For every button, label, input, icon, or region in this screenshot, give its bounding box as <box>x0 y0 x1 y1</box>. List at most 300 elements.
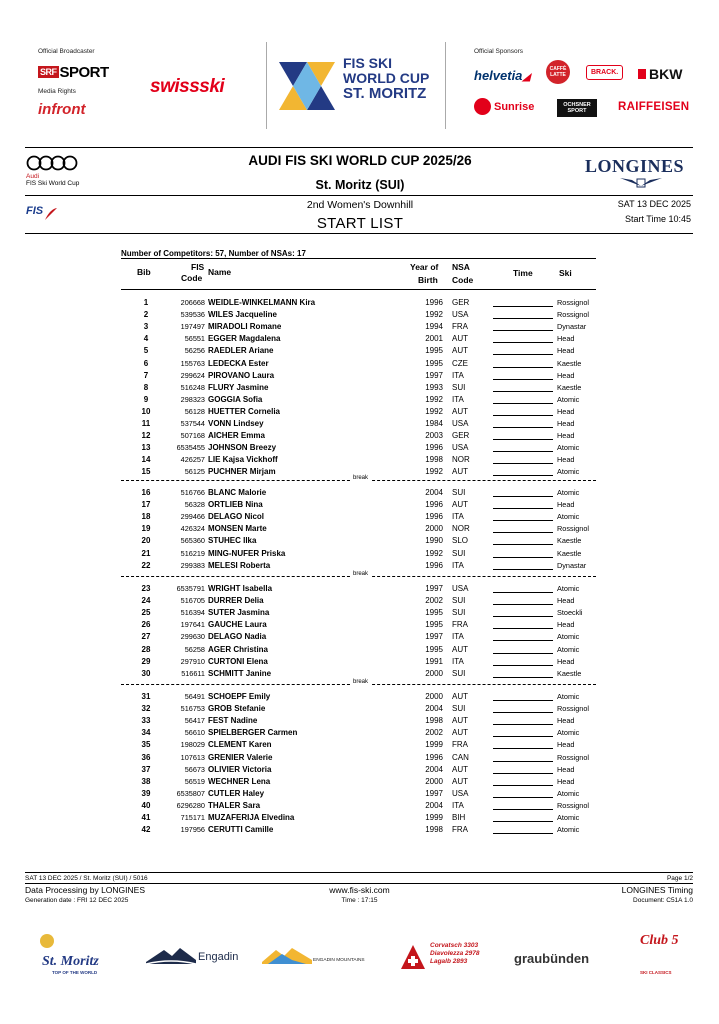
time-blank-line <box>493 342 553 343</box>
time-blank-line <box>493 653 553 654</box>
bib-cell: 11 <box>141 419 151 428</box>
athlete-name-cell: CERUTTI Camille <box>208 825 274 835</box>
ski-brand-cell: Head <box>557 346 575 356</box>
nsa-code-cell: CAN <box>452 752 469 762</box>
ski-brand-cell: Dynastar <box>557 322 587 332</box>
infront-logo: infront <box>38 101 86 118</box>
header-code: Code <box>181 273 203 283</box>
bib-cell: 39 <box>141 788 151 798</box>
longines-logo: LONGINES <box>585 156 685 176</box>
nsa-code-cell: ITA <box>452 656 464 666</box>
bib-cell: 25 <box>141 608 151 618</box>
lagalb-line: Lagalb 2893 <box>430 958 468 965</box>
bib-cell: 22 <box>141 560 151 570</box>
header-top-rule <box>25 147 693 148</box>
ski-brand-cell: Head <box>557 656 575 666</box>
footer-generation-time: Time : 17:15 <box>341 897 378 904</box>
athlete-name-cell: LIE Kajsa Vickhoff <box>208 455 278 465</box>
bib-cell: 16 <box>141 488 151 497</box>
birth-year-cell: 1996 <box>425 443 443 453</box>
header-ski: Ski <box>559 268 572 278</box>
birth-year-cell: 1991 <box>425 656 443 666</box>
table-row <box>121 370 596 382</box>
athlete-name-cell: WECHNER Lena <box>208 776 271 786</box>
nsa-code-cell: SUI <box>452 608 466 618</box>
table-header <box>121 258 596 290</box>
fis-code-cell: 56125 <box>184 467 205 477</box>
fis-swoosh-icon <box>44 207 58 221</box>
table-row <box>121 309 596 321</box>
athlete-name-cell: BLANC Malorie <box>208 488 267 497</box>
table-row <box>121 487 596 499</box>
time-blank-line <box>493 496 553 497</box>
birth-year-cell: 1996 <box>425 500 443 510</box>
birth-year-cell: 1994 <box>425 322 443 332</box>
birth-year-cell: 1999 <box>425 813 443 822</box>
ski-brand-cell: Kaestle <box>557 536 582 546</box>
table-row <box>121 644 596 656</box>
header-birth: Birth <box>418 275 438 285</box>
bib-cell: 1 <box>143 298 149 307</box>
helvetia-triangle-icon: ◢ <box>522 72 531 83</box>
nsa-code-cell: BIH <box>452 813 466 822</box>
start-time: Start Time 10:45 <box>624 214 691 224</box>
nsa-code-cell: AUT <box>452 776 468 786</box>
fis-code-cell: 6535791 <box>176 584 205 593</box>
ski-brand-cell: Rossignol <box>557 752 590 762</box>
race-date: SAT 13 DEC 2025 <box>617 199 691 209</box>
ski-brand-cell: Head <box>557 431 575 441</box>
time-blank-line <box>493 761 553 762</box>
athlete-name-cell: MONSEN Marte <box>208 524 267 534</box>
birth-year-cell: 2002 <box>425 728 443 738</box>
fis-code-cell: 6535455 <box>176 443 205 453</box>
birth-year-cell: 1999 <box>425 740 443 750</box>
table-row <box>121 607 596 619</box>
fis-code-cell: 516766 <box>180 488 205 497</box>
nsa-code-cell: ITA <box>452 560 464 570</box>
audi-sub: FIS Ski World Cup <box>26 180 80 187</box>
wc-line-1: FIS SKI <box>343 55 393 71</box>
athlete-name-cell: GROB Stefanie <box>208 704 266 714</box>
nsa-code-cell: AUT <box>452 728 468 738</box>
athlete-name-cell: SPIELBERGER Carmen <box>208 728 298 738</box>
table-row <box>121 535 596 547</box>
st-moritz-sun-icon <box>40 934 54 948</box>
fis-code-cell: 426324 <box>180 524 205 534</box>
birth-year-cell: 2001 <box>425 334 443 344</box>
ski-brand-cell: Kaestle <box>557 382 582 392</box>
table-row <box>121 668 596 680</box>
table-row <box>121 442 596 454</box>
table-row <box>121 752 596 764</box>
bib-cell: 2 <box>143 310 149 320</box>
time-blank-line <box>493 391 553 392</box>
table-row <box>121 812 596 824</box>
birth-year-cell: 1993 <box>425 382 443 392</box>
bib-cell: 8 <box>143 382 149 392</box>
nsa-code-cell: ITA <box>452 394 464 404</box>
athlete-name-cell: SCHMITT Janine <box>208 668 272 678</box>
time-blank-line <box>493 616 553 617</box>
time-blank-line <box>493 712 553 713</box>
bkw-logo <box>638 66 682 82</box>
birth-year-cell: 2000 <box>425 668 443 678</box>
st-moritz-tagline: TOP OF THE WORLD <box>52 970 98 975</box>
fis-code-cell: 516394 <box>180 608 205 618</box>
fis-code-cell: 298323 <box>180 394 205 404</box>
fis-code-cell: 56610 <box>184 728 205 738</box>
table-row <box>121 297 596 309</box>
fis-code-cell: 299630 <box>180 632 205 642</box>
fis-code-cell: 56258 <box>184 644 205 654</box>
nsa-code-cell: GER <box>452 431 470 441</box>
ski-brand-cell: Kaestle <box>557 358 582 368</box>
ski-brand-cell: Head <box>557 419 575 428</box>
birth-year-cell: 1997 <box>425 370 443 380</box>
fis-code-cell: 299466 <box>180 512 205 522</box>
footer-url[interactable]: www.fis-ski.com <box>329 885 390 895</box>
athlete-name-cell: WRIGHT Isabella <box>208 584 273 593</box>
ski-brand-cell: Atomic <box>557 443 580 453</box>
nsa-code-cell: USA <box>452 310 469 320</box>
athlete-name-cell: MUZAFERIJA Elvedina <box>208 813 295 822</box>
ski-brand-cell: Head <box>557 334 575 344</box>
ski-brand-cell: Head <box>557 764 575 774</box>
table-row <box>121 548 596 560</box>
sunrise-circle-icon <box>474 98 491 115</box>
fis-code-cell: 6535807 <box>176 788 205 798</box>
engadin-mountain-icon <box>146 944 196 966</box>
bib-cell: 14 <box>141 455 151 465</box>
fis-code-cell: 56519 <box>184 776 205 786</box>
fis-code-cell: 539536 <box>180 310 205 320</box>
ski-brand-cell: Atomic <box>557 813 580 822</box>
nsa-code-cell: NOR <box>452 455 470 465</box>
fis-code-cell: 107613 <box>180 752 205 762</box>
ski-brand-cell: Head <box>557 406 575 416</box>
nsa-code-cell: USA <box>452 788 469 798</box>
bib-cell: 17 <box>141 500 151 510</box>
bib-cell: 38 <box>141 776 151 786</box>
birth-year-cell: 1996 <box>425 298 443 307</box>
ski-brand-cell: Head <box>557 776 575 786</box>
birth-year-cell: 1995 <box>425 346 443 356</box>
nsa-code-cell: USA <box>452 419 469 428</box>
ski-brand-cell: Dynastar <box>557 560 587 570</box>
fis-logo: FIS <box>26 205 44 217</box>
srf-sport-text: SPORT <box>59 64 109 81</box>
time-blank-line <box>493 403 553 404</box>
athlete-name-cell: HUETTER Cornelia <box>208 406 281 416</box>
birth-year-cell: 2004 <box>425 704 443 714</box>
header-bottom-rule <box>25 233 693 234</box>
fis-code-cell: 516248 <box>180 382 205 392</box>
bib-cell: 12 <box>141 431 151 441</box>
bib-cell: 41 <box>141 813 151 822</box>
ski-brand-cell: Head <box>557 455 575 465</box>
time-blank-line <box>493 354 553 355</box>
ski-brand-cell: Atomic <box>557 825 580 835</box>
athlete-name-cell: MELESI Roberta <box>208 560 271 570</box>
break-label: break <box>350 571 371 577</box>
competition-title: AUDI FIS SKI WORLD CUP 2025/26 <box>248 153 472 168</box>
bib-cell: 28 <box>141 644 151 654</box>
bib-cell: 10 <box>141 406 151 416</box>
footer-processing: Data Processing by LONGINES <box>25 885 145 895</box>
time-blank-line <box>493 797 553 798</box>
fis-code-cell: 299624 <box>180 370 205 380</box>
birth-year-cell: 2004 <box>425 488 443 497</box>
table-row <box>121 656 596 668</box>
athlete-name-cell: DURRER Delia <box>208 596 264 606</box>
group-break <box>121 476 596 484</box>
helvetia-logo <box>474 68 530 83</box>
time-blank-line <box>493 318 553 319</box>
nsa-code-cell: SUI <box>452 668 466 678</box>
footer-timing: LONGINES Timing <box>621 885 693 895</box>
fis-code-cell: 198029 <box>180 740 205 750</box>
birth-year-cell: 1995 <box>425 608 443 618</box>
audi-label <box>26 173 79 187</box>
group-break <box>121 572 596 580</box>
time-blank-line <box>493 451 553 452</box>
fis-code-cell: 206668 <box>180 298 205 307</box>
birth-year-cell: 1997 <box>425 788 443 798</box>
nsa-code-cell: SLO <box>452 536 469 546</box>
header-fis: FIS <box>191 262 205 272</box>
time-blank-line <box>493 773 553 774</box>
table-row <box>121 583 596 595</box>
ski-brand-cell: Head <box>557 596 575 606</box>
bib-cell: 7 <box>143 370 149 380</box>
nsa-code-cell: AUT <box>452 764 468 774</box>
media-rights-label: Media Rights <box>38 88 76 95</box>
srf-sport-logo <box>38 64 109 81</box>
longines-wings-icon <box>618 176 664 188</box>
ski-brand-cell: Rossignol <box>557 704 590 714</box>
birth-year-cell: 1995 <box>425 620 443 630</box>
birth-year-cell: 1998 <box>425 825 443 835</box>
ski-brand-cell: Head <box>557 716 575 726</box>
table-row <box>121 691 596 703</box>
corvatsch-line: Corvatsch 3303 <box>430 942 479 949</box>
athlete-name-cell: CUTLER Haley <box>208 788 265 798</box>
nsa-code-cell: CZE <box>452 358 468 368</box>
bib-cell: 23 <box>141 584 151 593</box>
time-blank-line <box>493 640 553 641</box>
birth-year-cell: 1998 <box>425 455 443 465</box>
ski-brand-cell: Rossignol <box>557 800 590 810</box>
birth-year-cell: 1996 <box>425 512 443 522</box>
fis-code-cell: 56256 <box>184 346 205 356</box>
time-blank-line <box>493 700 553 701</box>
st-moritz-logo: St. Moritz <box>42 954 99 969</box>
time-blank-line <box>493 809 553 810</box>
table-row <box>121 788 596 800</box>
table-row <box>121 595 596 607</box>
ski-brand-cell: Head <box>557 500 575 510</box>
athlete-name-cell: CURTONI Elena <box>208 656 268 666</box>
sunrise-logo <box>474 98 534 115</box>
bib-cell: 21 <box>141 548 151 558</box>
nsa-code-cell: AUT <box>452 346 468 356</box>
bib-cell: 30 <box>141 668 151 678</box>
header-mid-rule <box>25 195 693 196</box>
swissski-logo: swissski <box>150 76 225 97</box>
athlete-name-cell: PIROVANO Laura <box>208 370 275 380</box>
athlete-name-cell: FLURY Jasmine <box>208 382 269 392</box>
birth-year-cell: 1992 <box>425 467 443 477</box>
audi-brand: Audi <box>26 173 40 180</box>
fis-code-cell: 56417 <box>184 716 205 726</box>
brack-logo: BRACK. <box>586 65 623 80</box>
table-row <box>121 333 596 345</box>
competitor-count: Number of Competitors: 57, Number of NSAs: 17 <box>121 249 306 258</box>
bib-cell: 5 <box>143 346 149 356</box>
nsa-code-cell: SUI <box>452 596 466 606</box>
birth-year-cell: 1996 <box>425 560 443 570</box>
athlete-name-cell: OLIVIER Victoria <box>208 764 272 774</box>
engadin-mountains-icon <box>262 946 312 966</box>
footer-page: Page 1/2 <box>666 875 693 882</box>
fis-code-cell: 197956 <box>180 825 205 835</box>
bib-cell: 42 <box>141 825 151 835</box>
nsa-code-cell: AUT <box>452 406 468 416</box>
bib-cell: 15 <box>141 467 151 477</box>
break-label: break <box>350 679 371 685</box>
nsa-code-cell: ITA <box>452 370 464 380</box>
athlete-name-cell: VONN Lindsey <box>208 419 264 428</box>
athlete-name-cell: JOHNSON Breezy <box>208 443 277 453</box>
ski-brand-cell: Atomic <box>557 644 580 654</box>
bib-cell: 4 <box>143 334 149 344</box>
venue-title: St. Moritz (SUI) <box>315 178 405 192</box>
nsa-code-cell: SUI <box>452 704 466 714</box>
time-blank-line <box>493 532 553 533</box>
engadin-logo: Engadin <box>198 951 239 963</box>
athlete-name-cell: ORTLIEB Nina <box>208 500 263 510</box>
group-break <box>121 680 596 688</box>
table-row <box>121 321 596 333</box>
athlete-name-cell: DELAGO Nicol <box>208 512 265 522</box>
footer-mid-rule <box>25 883 693 884</box>
ski-brand-cell: Atomic <box>557 488 580 497</box>
athlete-name-cell: STUHEC Ilka <box>208 536 257 546</box>
wc-line-3: ST. MORITZ <box>343 85 427 102</box>
bib-cell: 27 <box>141 632 151 642</box>
bib-cell: 37 <box>141 764 151 774</box>
athlete-name-cell: GRENIER Valerie <box>208 752 273 762</box>
world-cup-st-moritz-logo <box>266 42 446 129</box>
time-blank-line <box>493 330 553 331</box>
ochsner-sport-logo: OCHSNER SPORT <box>557 99 597 117</box>
birth-year-cell: 1992 <box>425 394 443 404</box>
nsa-code-cell: FRA <box>452 740 468 750</box>
birth-year-cell: 2004 <box>425 800 443 810</box>
fis-code-cell: 297910 <box>180 656 205 666</box>
sunrise-text: Sunrise <box>494 101 535 113</box>
time-blank-line <box>493 785 553 786</box>
bkw-text: BKW <box>649 66 683 82</box>
nsa-code-cell: AUT <box>452 334 468 344</box>
ski-brand-cell: Atomic <box>557 632 580 642</box>
ski-brand-cell: Atomic <box>557 692 580 701</box>
nsa-code-cell: ITA <box>452 512 464 522</box>
header-name: Name <box>208 267 232 277</box>
bib-cell: 20 <box>141 536 151 546</box>
fis-code-cell: 197641 <box>180 620 205 630</box>
athlete-name-cell: GOGGIA Sofia <box>208 394 263 404</box>
engadin-mountains-logo: ENGADIN MOUNTAINS <box>313 958 365 963</box>
fis-code-cell: 516705 <box>180 596 205 606</box>
list-title: START LIST <box>316 215 404 232</box>
nsa-code-cell: SUI <box>452 488 466 497</box>
fis-code-cell: 715171 <box>180 813 205 822</box>
table-row <box>121 358 596 370</box>
athlete-name-cell: LEDECKA Ester <box>208 358 269 368</box>
footer-document: Document: C51A 1.0 <box>633 897 693 904</box>
time-blank-line <box>493 628 553 629</box>
nsa-code-cell: USA <box>452 443 469 453</box>
graubunden-logo: graubünden <box>514 951 590 966</box>
bib-cell: 31 <box>141 692 151 701</box>
club-5-tagline: SKI CLASSICS <box>640 970 672 975</box>
header-nsa-code: Code <box>452 275 474 285</box>
athlete-name-cell: PUCHNER Mirjam <box>208 467 276 477</box>
time-blank-line <box>493 557 553 558</box>
club-5-logo: Club 5 <box>640 933 679 948</box>
athlete-name-cell: WILES Jacqueline <box>208 310 277 320</box>
header-time: Time <box>513 268 533 278</box>
birth-year-cell: 2000 <box>425 524 443 534</box>
fis-code-cell: 56128 <box>184 406 205 416</box>
time-blank-line <box>493 724 553 725</box>
srf-box: SRF <box>40 67 57 77</box>
table-row <box>121 739 596 751</box>
birth-year-cell: 2004 <box>425 764 443 774</box>
corvatsch-diavolezza-lagalb-logo <box>430 942 480 966</box>
ski-brand-cell: Atomic <box>557 584 580 593</box>
nsa-code-cell: AUT <box>452 500 468 510</box>
time-blank-line <box>493 665 553 666</box>
athlete-name-cell: EGGER Magdalena <box>208 334 281 344</box>
birth-year-cell: 1995 <box>425 644 443 654</box>
caffe-latte-logo: CAFFÈ LATTE <box>546 60 570 84</box>
bib-cell: 3 <box>143 322 149 332</box>
athlete-name-cell: GAUCHE Laura <box>208 620 267 630</box>
athlete-name-cell: FEST Nadine <box>208 716 258 726</box>
birth-year-cell: 1992 <box>425 310 443 320</box>
event-title: 2nd Women's Downhill <box>306 199 414 211</box>
bib-cell: 36 <box>141 752 151 762</box>
athlete-name-cell: DELAGO Nadia <box>208 632 267 642</box>
time-blank-line <box>493 306 553 307</box>
athlete-name-cell: AGER Christina <box>208 644 269 654</box>
bib-cell: 40 <box>141 800 151 810</box>
official-broadcaster-label: Official Broadcaster <box>38 48 95 55</box>
fis-code-cell: 56551 <box>184 334 205 344</box>
fis-code-cell: 426257 <box>180 455 205 465</box>
table-row <box>121 406 596 418</box>
bib-cell: 33 <box>141 716 151 726</box>
birth-year-cell: 2000 <box>425 692 443 701</box>
bib-cell: 35 <box>141 740 151 750</box>
time-blank-line <box>493 520 553 521</box>
table-row <box>121 345 596 357</box>
birth-year-cell: 1998 <box>425 716 443 726</box>
fis-code-cell: 516611 <box>181 668 205 678</box>
